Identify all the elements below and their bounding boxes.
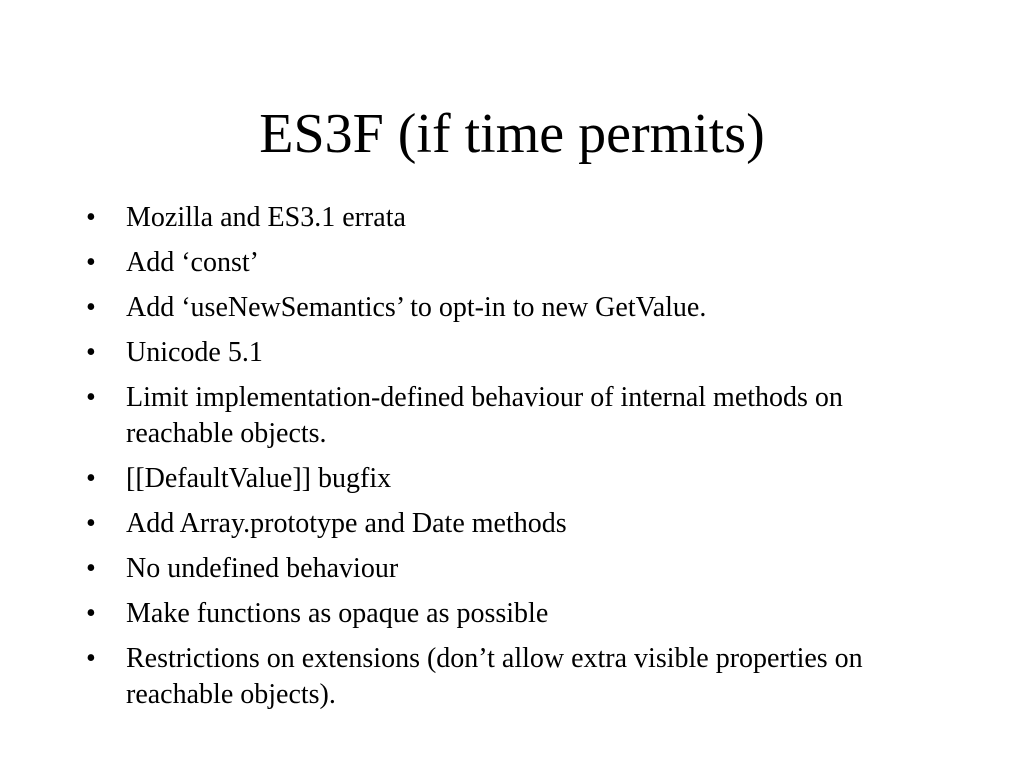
bullet-text: Limit implementation-defined behaviour of internal methods on reachable objects. [126,382,843,449]
bullet-item [86,290,946,326]
bullet-text: Restrictions on extensions (don’t allow extra visible properties on reachable objects). [126,643,863,710]
bullet-marker: • [86,508,96,539]
bullet-marker: • [86,643,96,674]
bullet-marker: • [86,598,96,629]
bullet-marker: • [86,202,96,233]
bullet-item [86,641,946,713]
bullet-text: Add ‘const’ [126,247,259,278]
bullet-marker: • [86,553,96,584]
bullet-item [86,461,946,497]
bullet-item [86,335,946,371]
bullet-item [86,245,946,281]
bullet-item [86,506,946,542]
bullet-item [86,551,946,587]
bullet-marker: • [86,382,96,413]
bullet-marker: • [86,337,96,368]
bullet-text: No undefined behaviour [126,553,399,584]
bullet-list [86,200,946,722]
bullet-marker: • [86,247,96,278]
bullet-text: Unicode 5.1 [126,337,263,368]
bullet-text: Add Array.prototype and Date methods [126,508,567,539]
bullet-text: Mozilla and ES3.1 errata [126,202,406,233]
slide-title: ES3F (if time permits) [259,103,765,165]
bullet-text: Add ‘useNewSemantics’ to opt-in to new GetValue. [126,292,707,323]
bullet-marker: • [86,463,96,494]
bullet-item [86,596,946,632]
bullet-item [86,200,946,236]
bullet-item [86,380,946,452]
bullet-marker: • [86,292,96,323]
bullet-text: [[DefaultValue]] bugfix [126,463,392,494]
bullet-text: Make functions as opaque as possible [126,598,549,629]
